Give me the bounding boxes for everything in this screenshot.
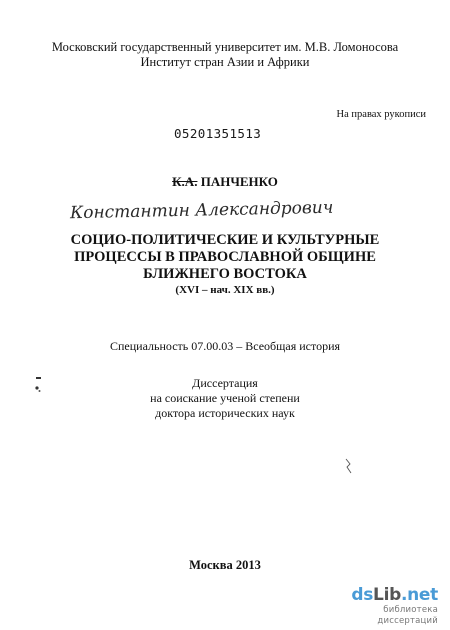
author-initials: К.А. — [172, 174, 198, 189]
university-name: Московский государственный университет им. М.В. Ломоносова — [51, 40, 399, 54]
degree-line-2: на соискание ученой степени — [150, 391, 300, 405]
dslib-tagline: библиотека диссертаций — [377, 605, 438, 626]
title-line-3: БЛИЖНЕГО ВОСТОКА — [143, 266, 307, 282]
title-period: (XVI – нач. XIX вв.) — [175, 284, 275, 296]
handwritten-name-text: Константин Александрович — [69, 197, 334, 224]
handwritten-full-name — [60, 191, 390, 225]
dslib-logo: dsLib.net — [351, 585, 438, 605]
degree-line-3: доктора исторических наук — [155, 406, 295, 420]
scan-speck — [344, 458, 354, 474]
degree-line-1: Диссертация — [192, 376, 258, 390]
institute-name: Институт стран Азии и Африки — [140, 55, 310, 69]
title-line-2: ПРОЦЕССЫ В ПРАВОСЛАВНОЙ ОБЩИНЕ — [74, 249, 376, 265]
scan-speck — [34, 385, 42, 393]
author-surname: ПАНЧЕНКО — [200, 174, 278, 189]
city-and-year: Москва 2013 — [189, 558, 261, 572]
specialty-line: Специальность 07.00.03 – Всеобщая история — [109, 339, 341, 353]
dissertation-title — [0, 232, 450, 283]
degree-statement — [0, 376, 450, 421]
title-line-1: СОЦИО-ПОЛИТИЧЕСКИЕ И КУЛЬТУРНЫЕ — [70, 232, 380, 248]
dslib-watermark — [336, 585, 438, 625]
manuscript-rights-note: На правах рукописи — [336, 109, 426, 120]
author-name — [0, 174, 450, 190]
scan-speck — [36, 377, 42, 380]
document-number: 05201351513 — [174, 126, 262, 141]
